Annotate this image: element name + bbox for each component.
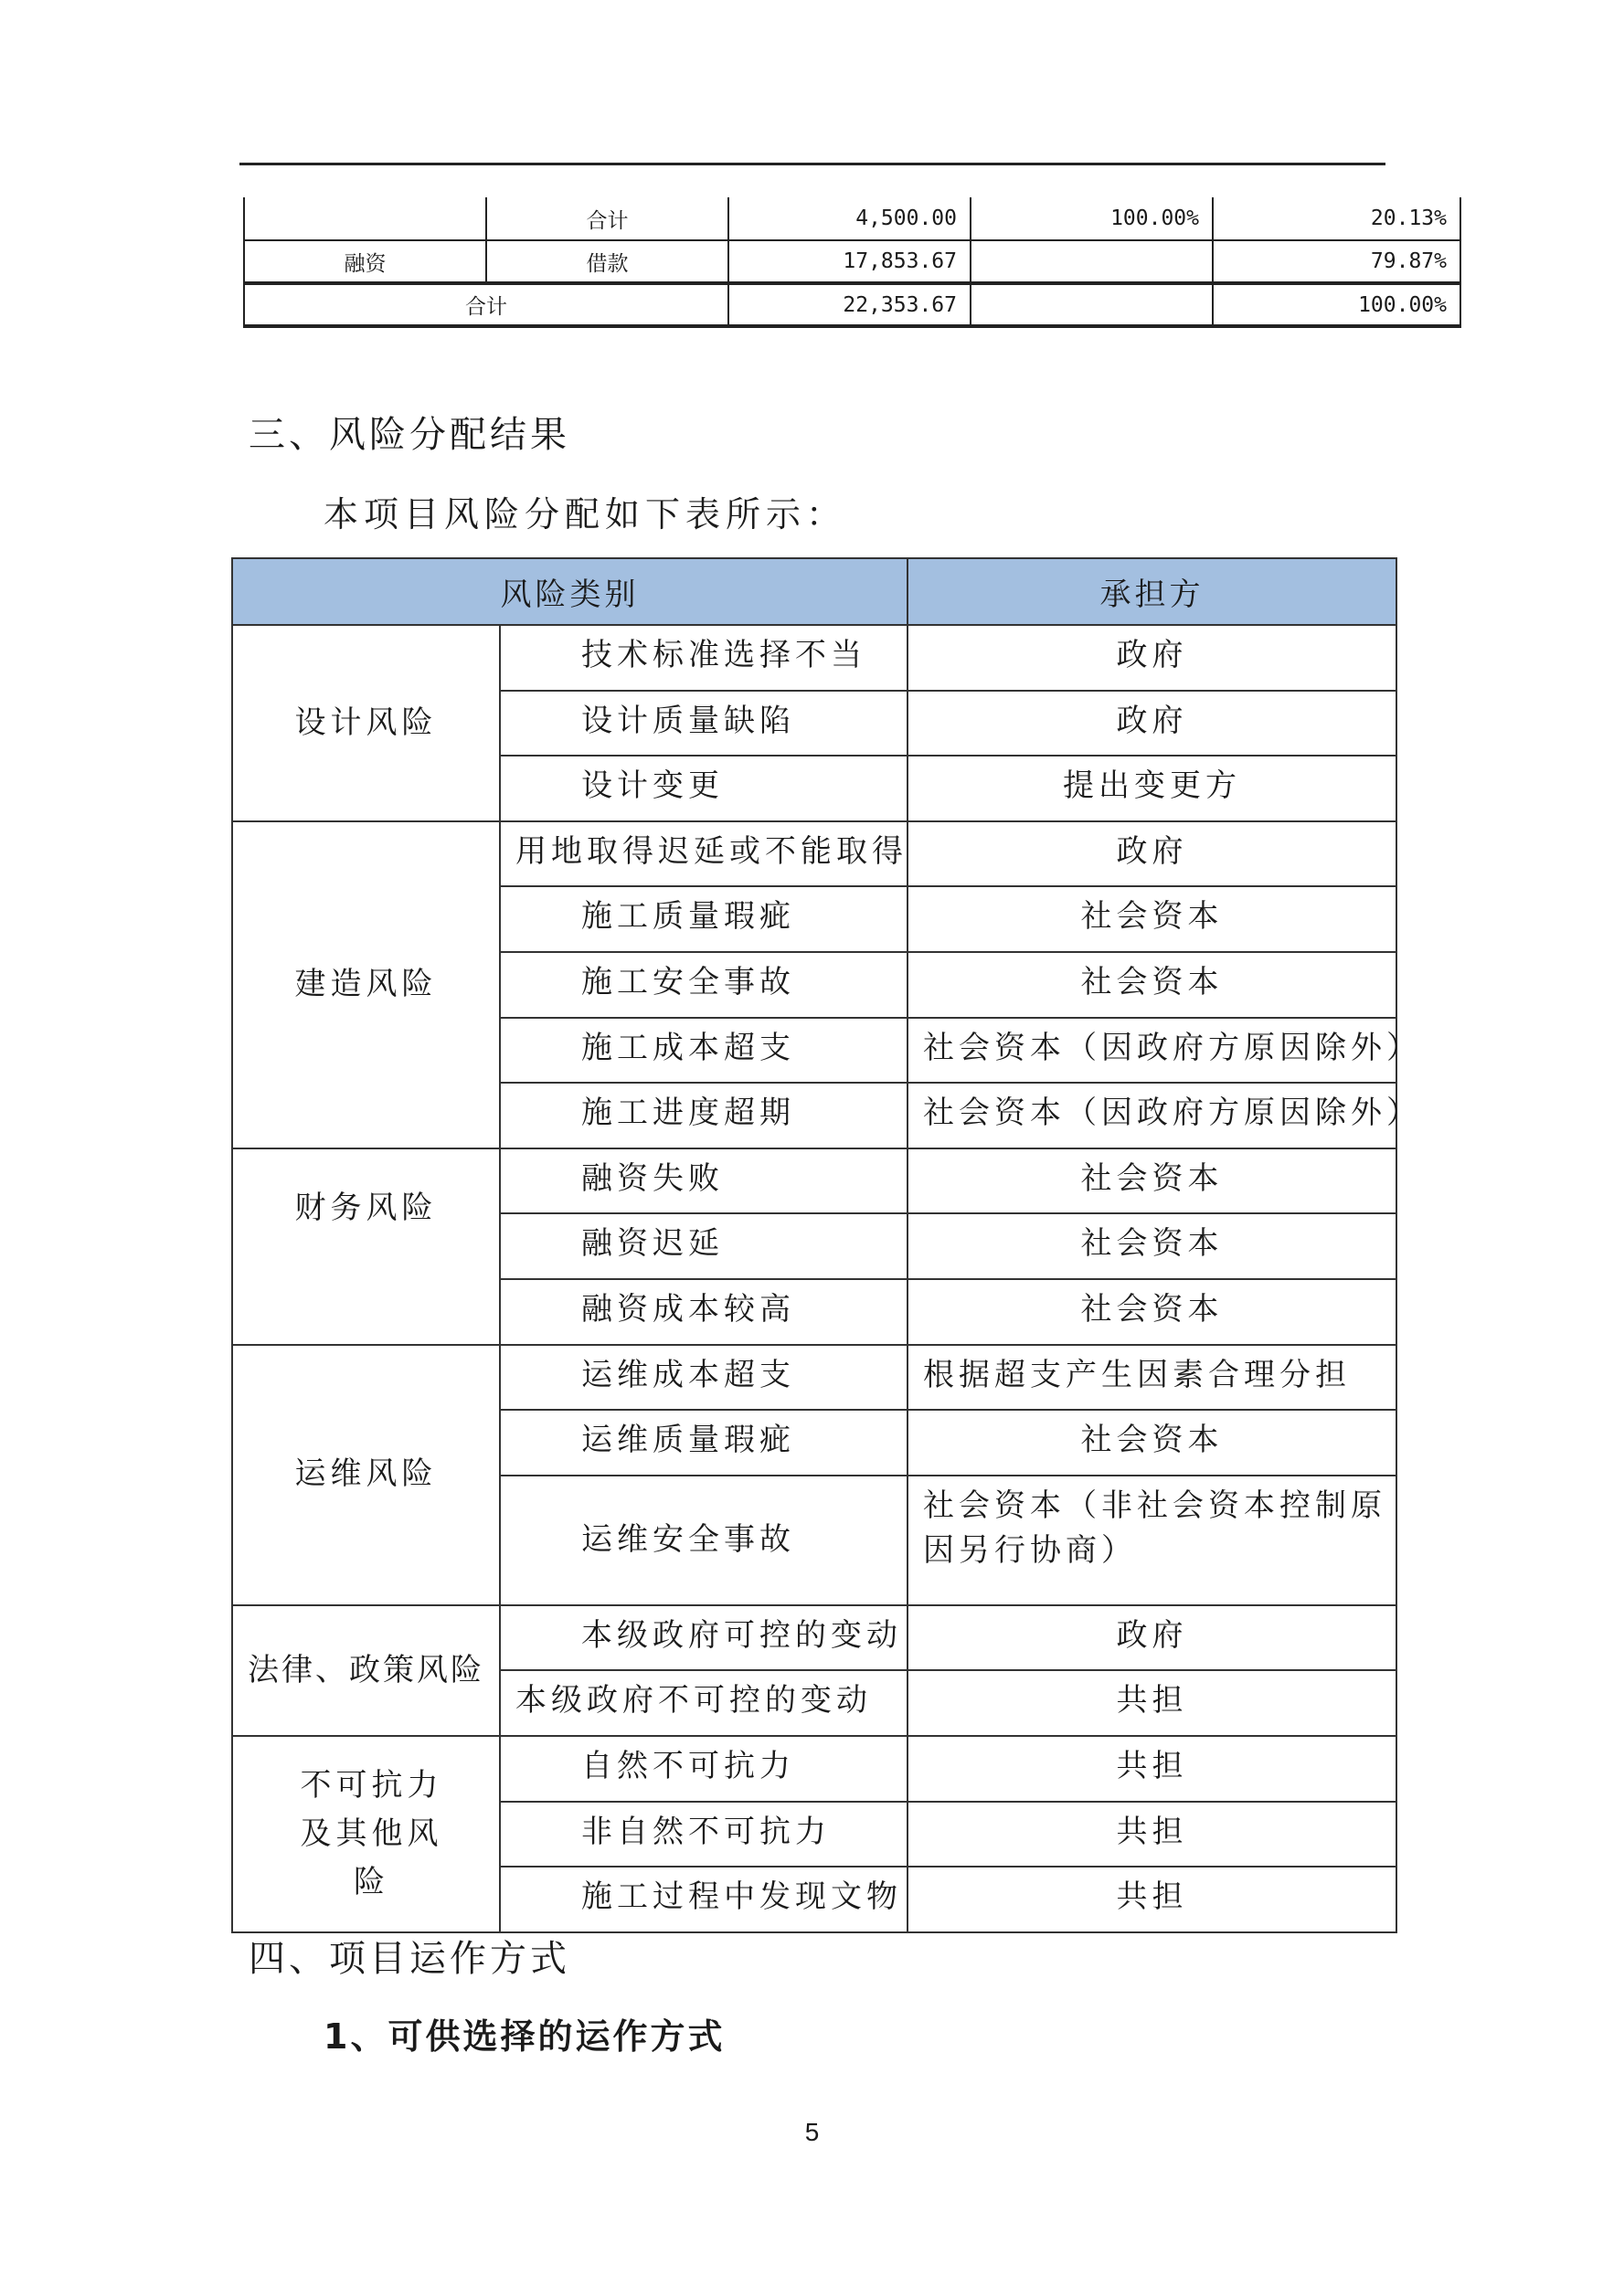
risk-bearer: 共担 [908,1867,1396,1932]
risk-item: 施工安全事故 [500,952,908,1018]
table-cell: 借款 [486,240,728,283]
risk-item: 融资迟延 [500,1213,908,1279]
table-row [232,1345,1396,1411]
risk-bearer: 社会资本 [908,1213,1396,1279]
table-cell: 17,853.67 [728,240,971,283]
risk-category: 运维风险 [232,1345,500,1605]
table-total-row [244,283,1460,326]
section-heading: 四、项目运作方式 [249,1938,570,1980]
header-rule [239,163,1385,165]
table-cell: 22,353.67 [728,283,971,326]
table-row [232,1605,1396,1671]
table-cell [244,197,486,240]
funding-table [243,197,1461,328]
risk-bearer: 社会资本（非社会资本控制原因另行协商） [908,1476,1396,1605]
risk-item: 融资失败 [500,1148,908,1214]
risk-bearer: 根据超支产生因素合理分担 [908,1345,1396,1411]
risk-category: 财务风险 [232,1148,500,1345]
risk-item: 施工过程中发现文物 [500,1867,908,1932]
risk-bearer: 共担 [908,1802,1396,1867]
risk-bearer: 提出变更方 [908,756,1396,821]
table-row [244,240,1460,283]
table-row [232,625,1396,691]
risk-item: 设计变更 [500,756,908,821]
risk-item: 运维成本超支 [500,1345,908,1411]
risk-item: 施工进度超期 [500,1083,908,1148]
table-row [232,1736,1396,1802]
table-cell: 100.00% [1213,283,1460,326]
risk-item: 技术标准选择不当 [500,625,908,691]
risk-item: 本级政府可控的变动 [500,1605,908,1671]
risk-item: 运维质量瑕疵 [500,1410,908,1476]
risk-item: 施工质量瑕疵 [500,886,908,952]
header-category: 风险类别 [232,558,908,625]
risk-item: 融资成本较高 [500,1279,908,1345]
risk-bearer: 社会资本 [908,952,1396,1018]
risk-bearer: 政府 [908,625,1396,691]
risk-item: 用地取得迟延或不能取得 [500,821,908,887]
risk-category: 设计风险 [232,625,500,821]
table-cell [971,283,1213,326]
risk-bearer: 社会资本 [908,1279,1396,1345]
risk-bearer: 社会资本 [908,1410,1396,1476]
table-cell: 合计 [244,283,728,326]
table-row [232,1148,1396,1214]
table-cell: 100.00% [971,197,1213,240]
risk-bearer: 政府 [908,821,1396,887]
risk-bearer: 政府 [908,1605,1396,1671]
risk-item: 本级政府不可控的变动 [500,1670,908,1736]
table-cell [971,240,1213,283]
page-number: 5 [804,2118,820,2146]
risk-bearer: 政府 [908,691,1396,757]
risk-category: 建造风险 [232,821,500,1148]
risk-item: 设计质量缺陷 [500,691,908,757]
risk-item: 自然不可抗力 [500,1736,908,1802]
risk-allocation-table [231,557,1422,1933]
risk-bearer: 社会资本 [908,1148,1396,1214]
table-cell: 4,500.00 [728,197,971,240]
table-cell: 79.87% [1213,240,1460,283]
risk-bearer: 共担 [908,1736,1396,1802]
table-cell: 合计 [486,197,728,240]
risk-bearer: 社会资本（因政府方原因除外） [908,1083,1396,1148]
table-row [244,197,1460,240]
table-row [232,821,1396,887]
risk-bearer: 共担 [908,1670,1396,1736]
risk-item: 施工成本超支 [500,1018,908,1084]
risk-bearer: 社会资本（因政府方原因除外） [908,1018,1396,1084]
risk-bearer: 社会资本 [908,886,1396,952]
header-bearer: 承担方 [908,558,1396,625]
intro-paragraph: 本项目风险分配如下表所示： [324,494,847,534]
subsection-heading: 1、可供选择的运作方式 [324,2016,726,2057]
risk-category: 不可抗力及其他风险 [232,1736,500,1932]
table-cell: 融资 [244,240,486,283]
risk-item: 运维安全事故 [500,1476,908,1605]
table-cell: 20.13% [1213,197,1460,240]
risk-item: 非自然不可抗力 [500,1802,908,1867]
section-heading: 三、风险分配结果 [249,414,570,456]
risk-category: 法律、政策风险 [232,1605,500,1736]
table-header-row [232,558,1396,625]
